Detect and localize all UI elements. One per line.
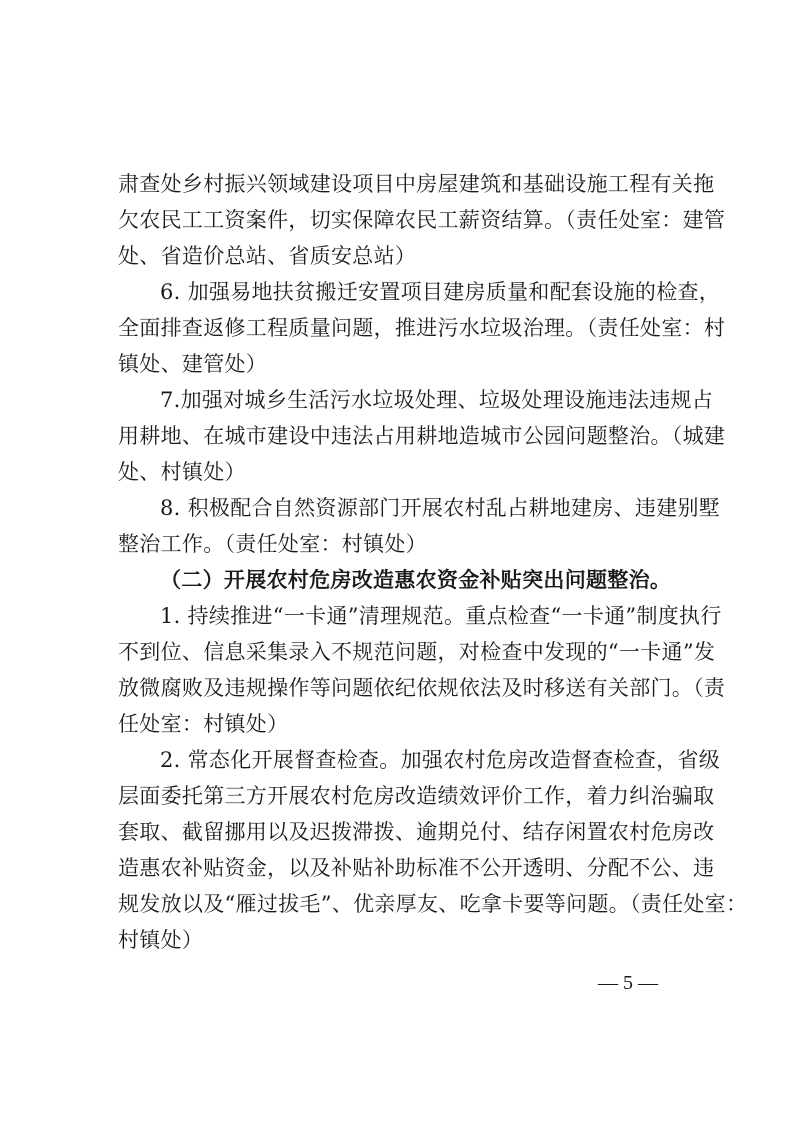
text-line: 处、省造价总站、省质安总站） bbox=[118, 244, 417, 268]
paragraph-1-first-line: 1. 持续推进“一卡通”清理规范。重点检查“一卡通”制度执行 bbox=[160, 604, 722, 628]
text-line: 层面委托第三方开展农村危房改造绩效评价工作，着力纠治骗取 bbox=[118, 784, 715, 808]
section-heading: （二）开展农村危房改造惠农资金补贴突出问题整治。 bbox=[160, 567, 672, 592]
text-line: 处、村镇处） bbox=[118, 460, 246, 484]
text-line: 用耕地、在城市建设中违法占用耕地造城市公园问题整治。（城建 bbox=[118, 424, 726, 448]
text-line: 放微腐败及违规操作等问题依纪依规依法及时移送有关部门。（责 bbox=[118, 676, 726, 700]
text-line: 全面排查返修工程质量问题，推进污水垃圾治理。（责任处室：村 bbox=[118, 316, 726, 340]
text-line: 肃查处乡村振兴领域建设项目中房屋建筑和基础设施工程有关拖 bbox=[118, 172, 715, 196]
text-line: 不到位、信息采集录入不规范问题，对检查中发现的“一卡通”发 bbox=[118, 640, 716, 664]
page-number: — 5 — bbox=[598, 972, 658, 994]
text-line: 镇处、建管处） bbox=[118, 352, 268, 376]
text-line: 任处室：村镇处） bbox=[118, 712, 289, 736]
paragraph-8-first-line: 8. 积极配合自然资源部门开展农村乱占耕地建房、违建别墅 bbox=[160, 496, 721, 520]
text-line: 欠农民工工资案件，切实保障农民工薪资结算。（责任处室：建管 bbox=[118, 208, 726, 232]
paragraph-2-first-line: 2. 常态化开展督查检查。加强农村危房改造督查检查，省级 bbox=[160, 748, 721, 772]
text-line: 造惠农补贴资金，以及补贴补助标准不公开透明、分配不公、违 bbox=[118, 856, 715, 880]
text-line: 整治工作。（责任处室：村镇处） bbox=[118, 532, 427, 556]
paragraph-7-first-line: 7.加强对城乡生活污水垃圾处理、垃圾处理设施违法违规占 bbox=[160, 388, 714, 412]
text-line: 套取、截留挪用以及迟拨滞拨、逾期兑付、结存闲置农村危房改 bbox=[118, 820, 715, 844]
text-line: 规发放以及“雁过拔毛”、优亲厚友、吃拿卡要等问题。（责任处室： bbox=[118, 892, 748, 916]
paragraph-6-first-line: 6. 加强易地扶贫搬迁安置项目建房质量和配套设施的检查， bbox=[160, 280, 721, 304]
text-line: 村镇处） bbox=[118, 928, 204, 952]
